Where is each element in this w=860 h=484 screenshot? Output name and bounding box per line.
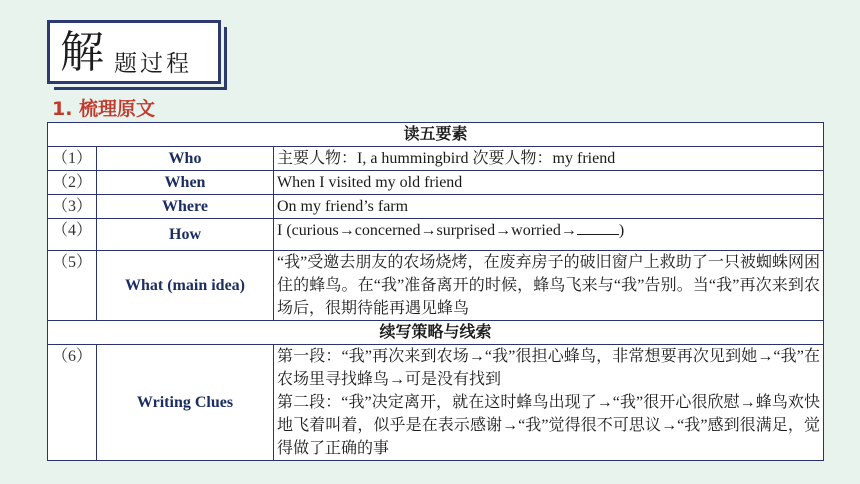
- table-row: [48, 195, 824, 219]
- row-label: Who: [97, 147, 274, 171]
- row-label: How: [97, 219, 274, 251]
- row-content: When I visited my old friend: [274, 171, 824, 195]
- row-content: [274, 219, 824, 251]
- row-label: Where: [97, 195, 274, 219]
- section-heading: 1. 梳理原文: [52, 98, 156, 120]
- title-rest: 题过程: [114, 51, 192, 77]
- title-big-char: 解: [60, 27, 104, 78]
- table-row: [48, 147, 824, 171]
- how-content-prefix: I (curious→concerned→surprised→worried→: [277, 222, 577, 239]
- row-label: When: [97, 171, 274, 195]
- table-row: [48, 171, 824, 195]
- row-number: （6）: [48, 345, 97, 461]
- table-header-strategy: 续写策略与线索: [48, 321, 824, 345]
- row-content: “我”受邀去朋友的农场烧烤，在废弃房子的破旧窗户上救助了一只被蜘蛛网困住的蜂鸟。在“我”准备离开的时候，蜂鸟飞来与“我”告别。当“我”再次来到农场后，很期待能再遇见蜂鸟: [274, 251, 824, 321]
- table-row: [48, 345, 824, 461]
- analysis-table: [47, 122, 824, 461]
- row-label: Writing Clues: [97, 345, 274, 461]
- row-number: （3）: [48, 195, 97, 219]
- row-number: （2）: [48, 171, 97, 195]
- row-content: On my friend’s farm: [274, 195, 824, 219]
- row-number: （1）: [48, 147, 97, 171]
- table-row: [48, 219, 824, 251]
- row-content: [274, 345, 824, 461]
- row-number: （4）: [48, 219, 97, 251]
- section-title-box: [47, 20, 221, 84]
- table-row: [48, 251, 824, 321]
- table-header-five-elements: 读五要素: [48, 123, 824, 147]
- how-content-suffix: ): [618, 222, 625, 239]
- row-content: 主要人物：I, a hummingbird 次要人物：my friend: [274, 147, 824, 171]
- row-number: （5）: [48, 251, 97, 321]
- table-header-row: [48, 123, 824, 147]
- row-label: What (main idea): [97, 251, 274, 321]
- clue-paragraph-1: 第一段：“我”再次来到农场→“我”很担心蜂鸟，非常想要再次见到她→“我”在农场里寻找蜂鸟→可是没有找到: [277, 348, 820, 388]
- table-header-row: [48, 321, 824, 345]
- fill-in-blank: [577, 220, 619, 235]
- clue-paragraph-2: 第二段：“我”决定离开，就在这时蜂鸟出现了→“我”很开心很欣慰→蜂鸟欢快地飞着叫着，似乎是在表示感谢→“我”觉得很不可思议→“我”感到很满足，觉得做了正确的事: [277, 394, 820, 457]
